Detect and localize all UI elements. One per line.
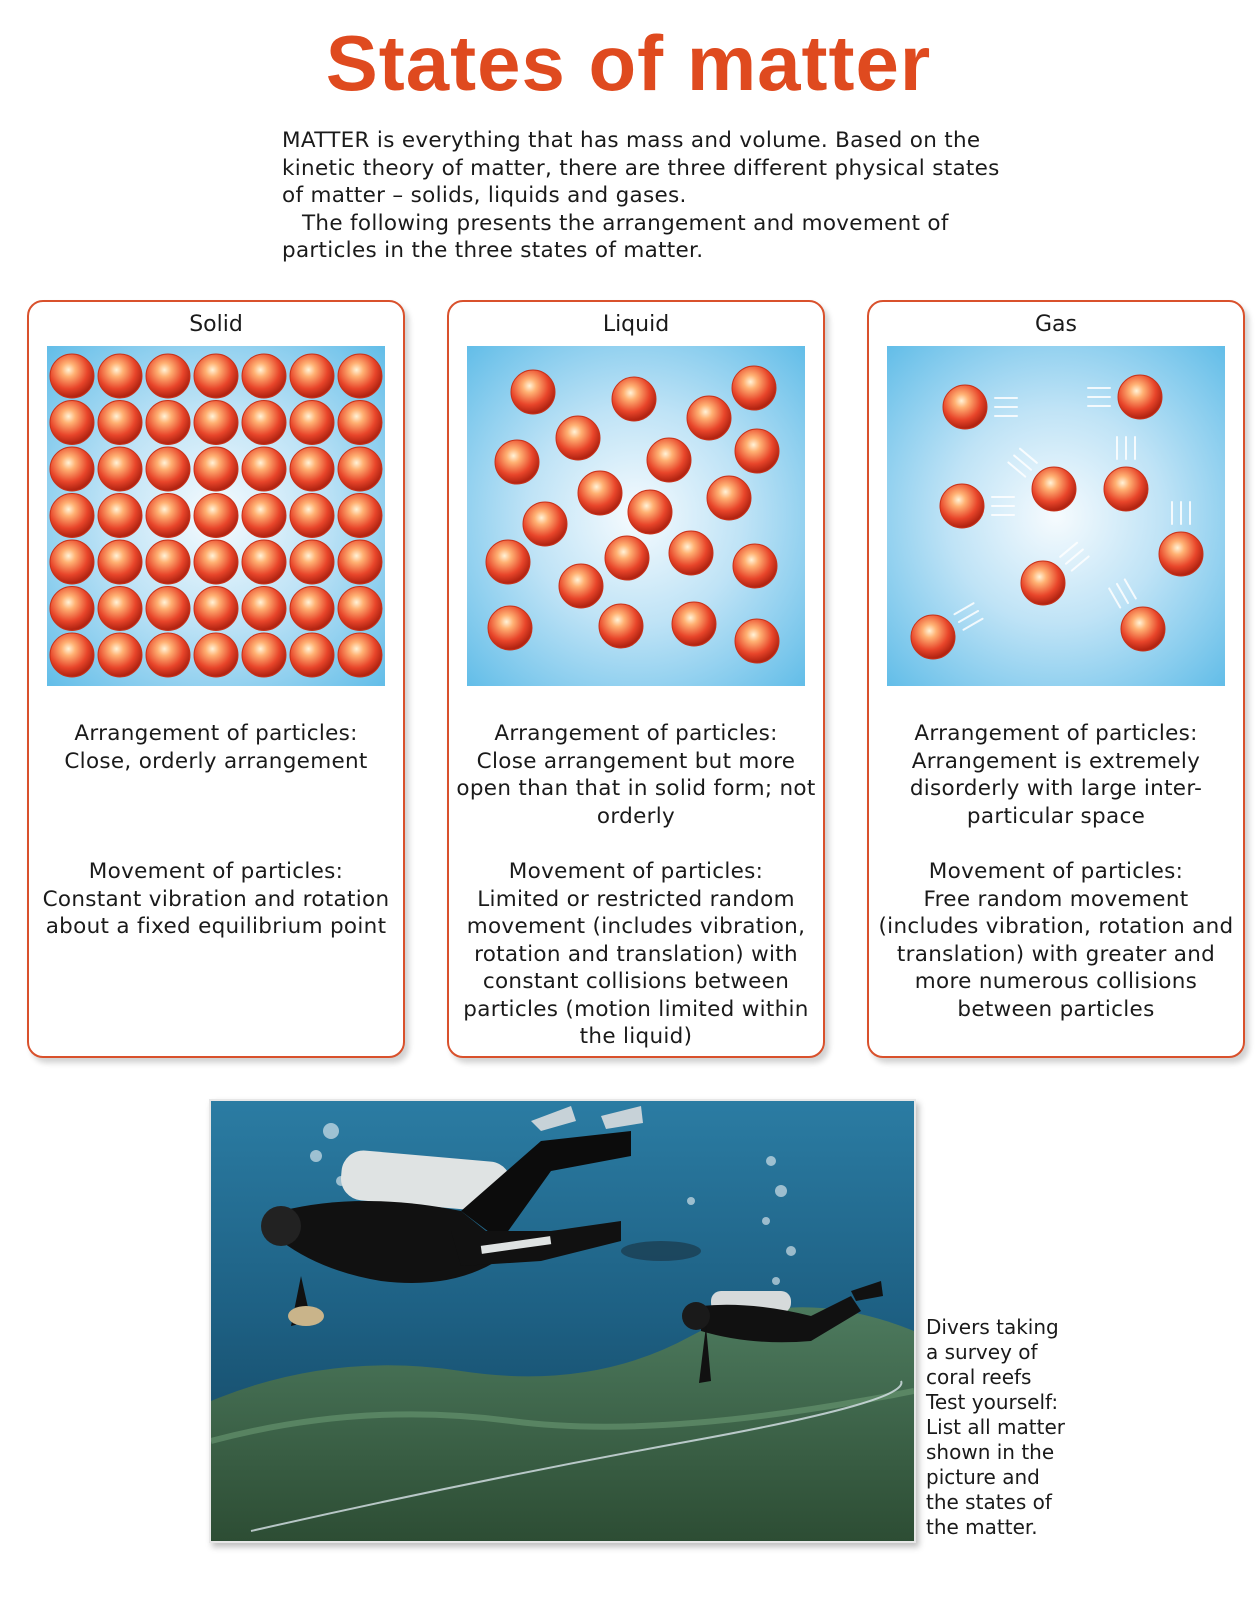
particle bbox=[242, 633, 286, 677]
question-line: the matter. bbox=[926, 1515, 1038, 1539]
particle bbox=[338, 401, 382, 445]
page-title: States of matter bbox=[325, 19, 932, 107]
caption-line: a survey of bbox=[926, 1340, 1038, 1364]
particle bbox=[338, 587, 382, 631]
liquid-particles-svg bbox=[467, 346, 805, 686]
particle bbox=[605, 536, 649, 580]
motion-lines bbox=[995, 398, 1017, 416]
solid-movement bbox=[35, 858, 397, 941]
particle bbox=[50, 447, 94, 491]
intro-paragraph-1: MATTER is everything that has mass and volume. Based on the kinetic theory of matter, there are three different physical states of matter – solids, liquids and gases. bbox=[282, 128, 1000, 208]
gas-card bbox=[867, 300, 1245, 1058]
particle bbox=[943, 385, 987, 429]
question-line: shown in the bbox=[926, 1440, 1055, 1464]
particle bbox=[98, 633, 142, 677]
particle bbox=[1032, 467, 1076, 511]
question-line: List all matter bbox=[926, 1415, 1065, 1439]
particle bbox=[647, 438, 691, 482]
particle bbox=[50, 587, 94, 631]
particle bbox=[1118, 375, 1162, 419]
motion-lines bbox=[1008, 449, 1036, 477]
particle bbox=[1021, 561, 1065, 605]
gas-particles-svg bbox=[887, 346, 1225, 686]
particle bbox=[495, 440, 539, 484]
particle bbox=[290, 540, 334, 584]
particle bbox=[50, 354, 94, 398]
particle bbox=[290, 633, 334, 677]
particle bbox=[1104, 467, 1148, 511]
test-yourself-text bbox=[926, 1390, 1096, 1540]
motion-lines bbox=[954, 603, 982, 630]
gas-arrangement-text: Arrangement is extremely disorderly with large inter-particular space bbox=[909, 748, 1203, 829]
particle bbox=[911, 615, 955, 659]
particle bbox=[98, 540, 142, 584]
particle bbox=[194, 447, 238, 491]
particle bbox=[338, 354, 382, 398]
particle bbox=[556, 416, 600, 460]
particle bbox=[628, 490, 672, 534]
question-line: picture and bbox=[926, 1465, 1040, 1489]
particle bbox=[578, 471, 622, 515]
solid-card-title: Solid bbox=[189, 312, 243, 337]
particle bbox=[338, 494, 382, 538]
particle bbox=[98, 494, 142, 538]
motion-lines bbox=[1109, 579, 1136, 607]
particle bbox=[194, 540, 238, 584]
particle bbox=[1121, 607, 1165, 651]
particle bbox=[194, 401, 238, 445]
particle bbox=[290, 447, 334, 491]
particle bbox=[146, 401, 190, 445]
particle bbox=[242, 494, 286, 538]
particle bbox=[732, 366, 776, 410]
particle bbox=[735, 429, 779, 473]
solid-arrangement-label: Arrangement of particles: bbox=[74, 721, 358, 746]
intro-paragraph-2: The following presents the arrangement and movement of particles in the three states of matter. bbox=[282, 210, 949, 263]
caption-line: coral reefs bbox=[926, 1365, 1032, 1389]
intro-text bbox=[282, 127, 1002, 265]
particle bbox=[733, 544, 777, 588]
liquid-movement-label: Movement of particles: bbox=[508, 859, 764, 884]
particle bbox=[242, 447, 286, 491]
particle bbox=[488, 606, 532, 650]
solid-particle-diagram bbox=[47, 346, 385, 686]
particle bbox=[940, 484, 984, 528]
particle bbox=[687, 396, 731, 440]
gas-movement-label: Movement of particles: bbox=[928, 859, 1184, 884]
particle bbox=[242, 540, 286, 584]
particle bbox=[50, 540, 94, 584]
gas-card-title: Gas bbox=[1035, 312, 1077, 337]
particle bbox=[672, 602, 716, 646]
solid-arrangement-text: Close, orderly arrangement bbox=[64, 748, 368, 774]
particle bbox=[338, 447, 382, 491]
particle bbox=[146, 494, 190, 538]
liquid-arrangement bbox=[455, 720, 817, 830]
liquid-arrangement-text: Close arrangement but more open than that in solid form; not orderly bbox=[456, 748, 816, 829]
solid-particles-svg bbox=[47, 346, 385, 686]
gas-arrangement bbox=[875, 720, 1237, 830]
particle bbox=[290, 401, 334, 445]
particle bbox=[146, 587, 190, 631]
divers-photo bbox=[209, 1099, 916, 1543]
motion-lines bbox=[1172, 502, 1190, 524]
liquid-movement-text: Limited or restricted random movement (includes vibration, rotation and translation) with constant collisions between particles (motion limited within the liquid) bbox=[463, 886, 809, 1049]
particle bbox=[98, 587, 142, 631]
particle bbox=[50, 494, 94, 538]
liquid-card-title: Liquid bbox=[602, 312, 670, 337]
solid-arrangement bbox=[35, 720, 397, 775]
particle bbox=[98, 354, 142, 398]
particle bbox=[523, 502, 567, 546]
liquid-movement bbox=[455, 858, 817, 1051]
particle bbox=[290, 587, 334, 631]
photo-caption bbox=[926, 1315, 1096, 1540]
particle bbox=[194, 494, 238, 538]
particle bbox=[146, 633, 190, 677]
particle bbox=[194, 633, 238, 677]
particle bbox=[735, 619, 779, 663]
motion-lines bbox=[1117, 437, 1135, 459]
particle bbox=[194, 587, 238, 631]
particle bbox=[599, 604, 643, 648]
gas-movement-text: Free random movement (includes vibration, rotation and translation) with greater and more numerous collisions between particles bbox=[878, 886, 1234, 1022]
particle bbox=[98, 447, 142, 491]
liquid-arrangement-label: Arrangement of particles: bbox=[494, 721, 778, 746]
question-line: Test yourself: bbox=[926, 1390, 1059, 1414]
particle bbox=[707, 476, 751, 520]
particle bbox=[511, 370, 555, 414]
particle bbox=[290, 494, 334, 538]
particle bbox=[669, 531, 713, 575]
solid-movement-text: Constant vibration and rotation about a fixed equilibrium point bbox=[42, 886, 390, 939]
particle bbox=[559, 564, 603, 608]
particle bbox=[146, 447, 190, 491]
particle bbox=[146, 540, 190, 584]
liquid-card bbox=[447, 300, 825, 1058]
motion-lines bbox=[1060, 543, 1088, 571]
particle bbox=[338, 540, 382, 584]
gas-particle-diagram bbox=[887, 346, 1225, 686]
motion-lines bbox=[1088, 388, 1110, 406]
particle bbox=[146, 354, 190, 398]
particle bbox=[242, 587, 286, 631]
particle bbox=[338, 633, 382, 677]
gas-movement bbox=[875, 858, 1237, 1023]
particle bbox=[242, 354, 286, 398]
particle bbox=[486, 540, 530, 584]
motion-lines bbox=[992, 497, 1014, 515]
particle bbox=[612, 377, 656, 421]
particle bbox=[1159, 532, 1203, 576]
particle bbox=[290, 354, 334, 398]
particle bbox=[50, 633, 94, 677]
particle bbox=[98, 401, 142, 445]
liquid-particle-diagram bbox=[467, 346, 805, 686]
divers-illustration bbox=[211, 1101, 914, 1541]
question-line: the states of bbox=[926, 1490, 1052, 1514]
particle bbox=[242, 401, 286, 445]
particle bbox=[50, 401, 94, 445]
diver-distant bbox=[621, 1241, 701, 1261]
caption-text bbox=[926, 1315, 1096, 1390]
solid-card bbox=[27, 300, 405, 1058]
particle bbox=[194, 354, 238, 398]
solid-movement-label: Movement of particles: bbox=[88, 859, 344, 884]
caption-line: Divers taking bbox=[926, 1315, 1059, 1339]
gas-arrangement-label: Arrangement of particles: bbox=[914, 721, 1198, 746]
